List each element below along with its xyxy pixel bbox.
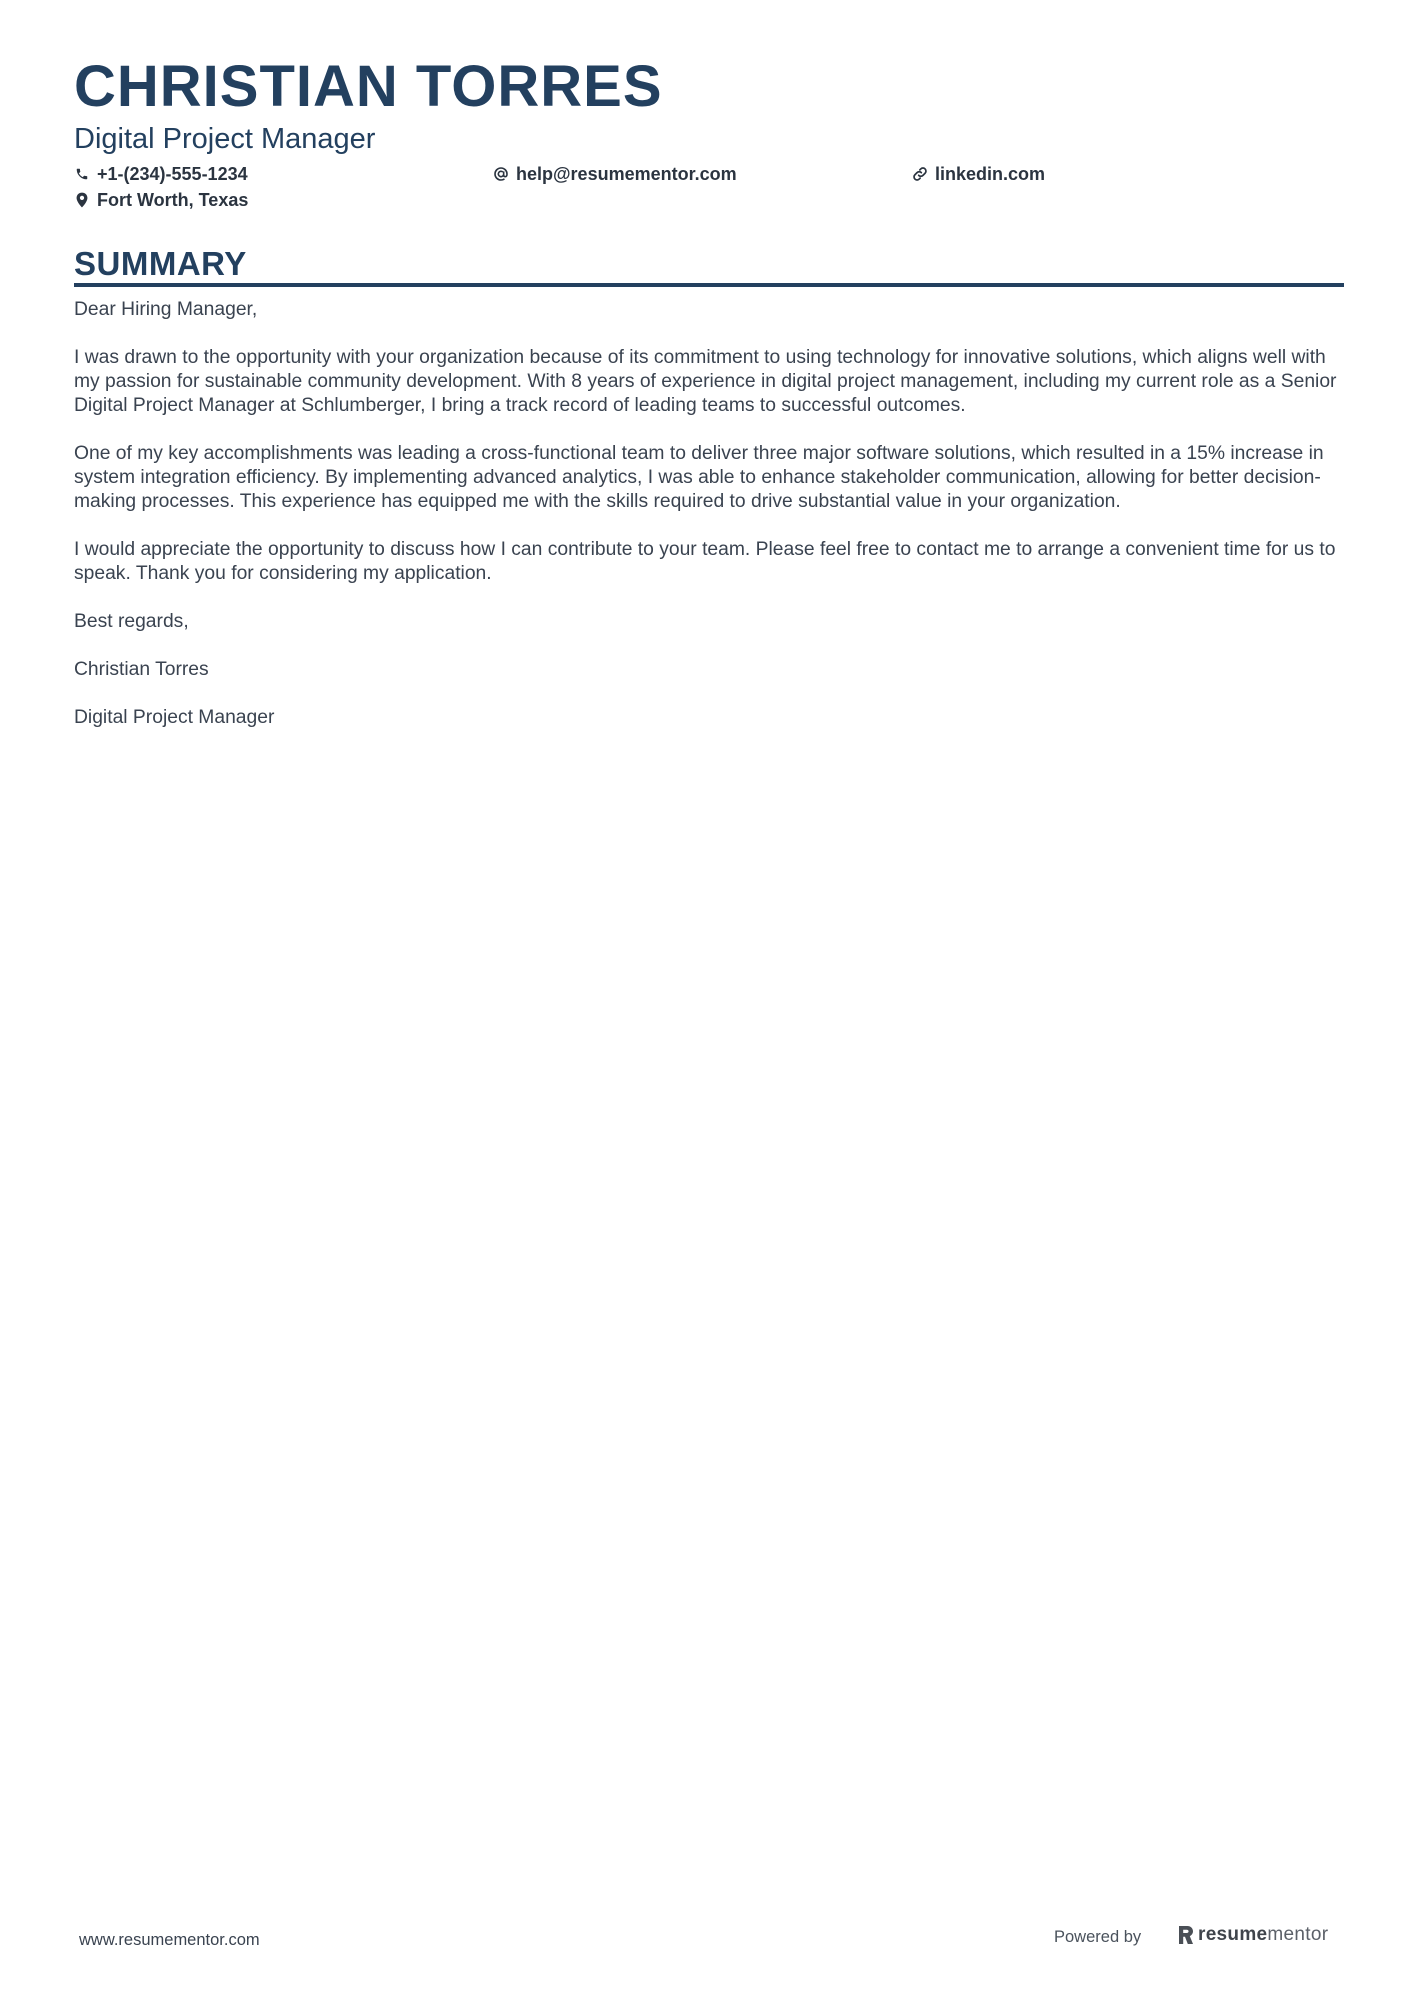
closing: Best regards, xyxy=(74,611,189,632)
phone-text: +1-(234)-555-1234 xyxy=(97,164,248,184)
brand-name-part2: mentor xyxy=(1267,1924,1329,1945)
contact-email[interactable] xyxy=(493,165,737,183)
phone-icon xyxy=(74,166,90,182)
candidate-title: Digital Project Manager xyxy=(74,123,376,155)
salutation: Dear Hiring Manager, xyxy=(74,299,258,320)
letter-paragraph: I was drawn to the opportunity with your organization because of its commitment to using technology for innovative solutions, which aligns well with my passion for sustainable community development. With 8 years of experience in digital project management, including my current role as a Senior Digital Project Manager at Schlumberger, I bring a track record of leading teams to successful outcomes. xyxy=(74,347,1337,416)
candidate-name: CHRISTIAN TORRES xyxy=(74,54,663,119)
brand-name xyxy=(1198,1924,1328,1946)
contact-linkedin[interactable] xyxy=(912,165,1045,183)
letter-paragraph: I would appreciate the opportunity to discuss how I can contribute to your team. Please feel free to contact me to arrange a convenient time for us to speak. Thank you for considering my application. xyxy=(74,539,1336,584)
contact-phone xyxy=(74,165,248,183)
summary-heading: SUMMARY xyxy=(74,245,247,282)
section-divider xyxy=(74,283,1344,287)
signature-name: Christian Torres xyxy=(74,659,209,680)
signature-title: Digital Project Manager xyxy=(74,707,275,728)
letter-paragraph: One of my key accomplishments was leading a cross-functional team to deliver three major software solutions, which resulted in a 15% increase in system integration efficiency. By implementing advanced analytics, I was able to enhance stakeholder communication, allowing for better decision-making processes. This experience has equipped me with the skills required to drive substantial value in your organization. xyxy=(74,443,1324,512)
resumementor-logo-icon xyxy=(1178,1925,1194,1945)
location-text: Fort Worth, Texas xyxy=(97,190,249,210)
brand-name-part1: resume xyxy=(1198,1924,1268,1945)
email-text[interactable]: help@resumementor.com xyxy=(516,164,737,184)
at-icon xyxy=(493,166,509,182)
powered-by-label: Powered by xyxy=(1054,1928,1142,1946)
linkedin-text[interactable]: linkedin.com xyxy=(935,164,1046,184)
cover-letter-body xyxy=(74,298,1344,754)
contact-location xyxy=(74,191,248,209)
location-pin-icon xyxy=(74,192,90,208)
link-icon xyxy=(912,166,928,182)
brand-logo[interactable] xyxy=(1178,1924,1328,1946)
footer-url[interactable]: www.resumementor.com xyxy=(79,1931,260,1949)
